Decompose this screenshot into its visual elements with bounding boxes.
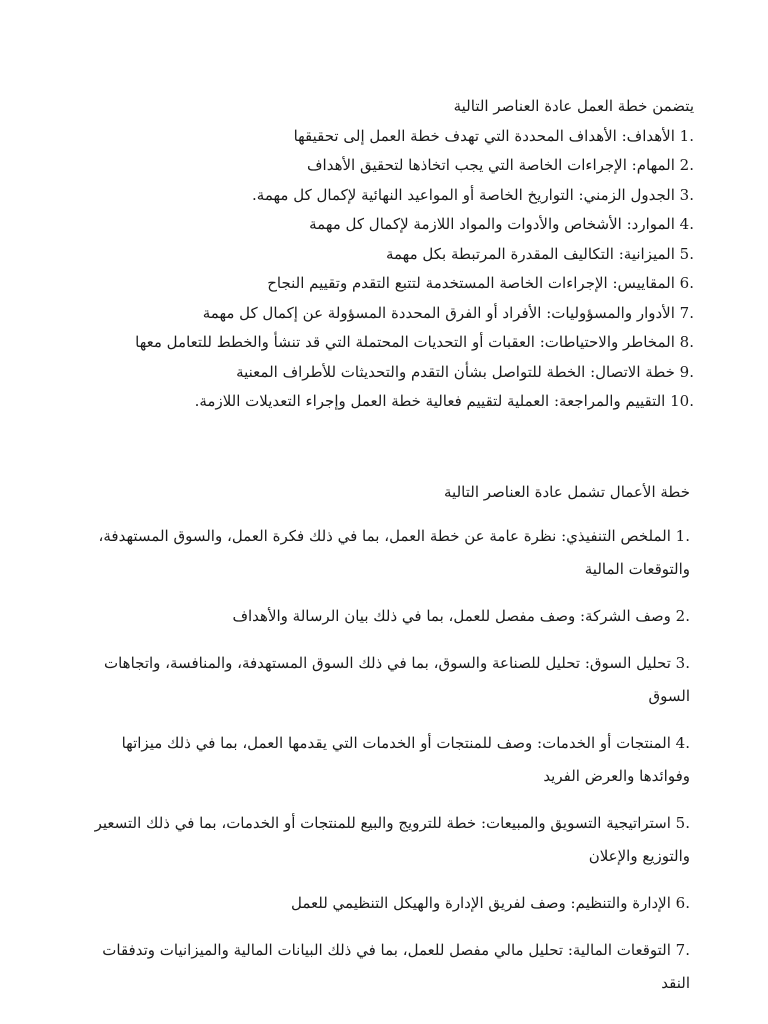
business-plan-list <box>80 520 690 1000</box>
action-plan-list <box>94 122 694 417</box>
list-item: .4 الموارد: الأشخاص والأدوات والمواد اللازمة لإكمال كل مهمة <box>309 215 694 233</box>
list-item: .9 خطة الاتصال: الخطة للتواصل بشأن التقدم والتحديثات للأطراف المعنية <box>236 362 694 381</box>
action-plan-heading: يتضمن خطة العمل عادة العناصر التالية <box>453 97 694 115</box>
list-item: .1 الأهداف: الأهداف المحددة التي تهدف خطة العمل إلى تحقيقها <box>293 126 694 145</box>
business-plan-heading: خطة الأعمال تشمل عادة العناصر التالية <box>444 483 690 501</box>
list-item: .1 الملخص التنفيذي: نظرة عامة عن خطة العمل، بما في ذلك فكرة العمل، والسوق المستهدفة، والتوقعات المالية <box>98 526 690 578</box>
list-item: .8 المخاطر والاحتياطات: العقبات أو التحديات المحتملة التي قد تنشأ والخطط للتعامل معها <box>135 333 694 351</box>
list-item: .6 الإدارة والتنظيم: وصف لفريق الإدارة والهيكل التنظيمي للعمل <box>290 893 690 912</box>
list-item: .7 التوقعات المالية: تحليل مالي مفصل للعمل، بما في ذلك البيانات المالية والميزانيات وتدفقات النقد <box>102 940 690 992</box>
list-item: .7 الأدوار والمسؤوليات: الأفراد أو الفرق المحددة المسؤولة عن إكمال كل مهمة <box>202 303 694 322</box>
list-item: .6 المقاييس: الإجراءات الخاصة المستخدمة لتتبع التقدم وتقييم النجاح <box>267 274 694 292</box>
list-item: .3 الجدول الزمني: التواريخ الخاصة أو المواعيد النهائية لإكمال كل مهمة. <box>252 185 694 204</box>
list-item: .2 وصف الشركة: وصف مفصل للعمل، بما في ذلك بيان الرسالة والأهداف <box>232 606 690 625</box>
list-item: .10 التقييم والمراجعة: العملية لتقييم فعالية خطة العمل وإجراء التعديلات اللازمة. <box>194 392 694 410</box>
action-plan-section <box>94 92 694 417</box>
list-item: .4 المنتجات أو الخدمات: وصف للمنتجات أو الخدمات التي يقدمها العمل، بما في ذلك ميزاتها وفوائدها والعرض الفريد <box>121 733 690 785</box>
list-item: .2 المهام: الإجراءات الخاصة التي يجب اتخاذها لتحقيق الأهداف <box>307 156 694 174</box>
list-item: .3 تحليل السوق: تحليل للصناعة والسوق، بما في ذلك السوق المستهدفة، والمنافسة، واتجاهات السوق <box>103 653 690 705</box>
business-plan-section <box>80 478 690 1014</box>
list-item: .5 الميزانية: التكاليف المقدرة المرتبطة بكل مهمة <box>385 244 694 263</box>
list-item: .5 استراتيجية التسويق والمبيعات: خطة للترويج والبيع للمنتجات أو الخدمات، بما في ذلك التسعير والتوزيع والإعلان <box>94 813 690 865</box>
